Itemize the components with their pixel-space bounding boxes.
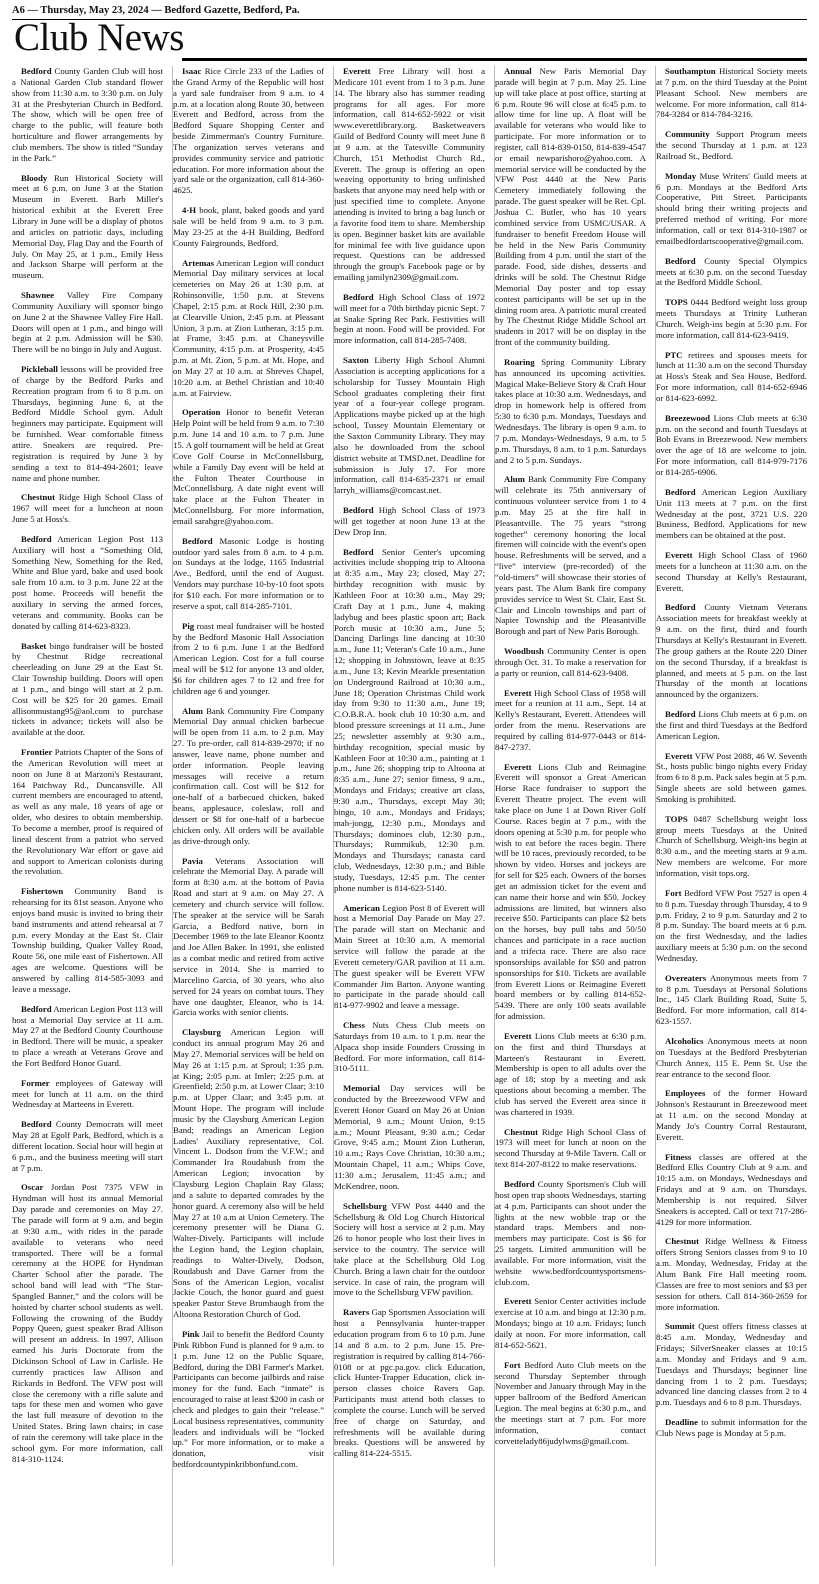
club-news-item — [656, 1321, 807, 1408]
news-column-2 — [172, 66, 324, 1566]
item-lead-word: Alum — [182, 705, 203, 716]
item-lead-word: Everett — [665, 550, 693, 561]
club-news-item — [495, 1127, 646, 1170]
club-news-item — [12, 1119, 163, 1173]
headline-rule — [182, 58, 807, 61]
club-news-item — [12, 66, 163, 164]
club-news-item — [173, 1027, 324, 1320]
item-body-text: to submit information for the Club News page is Monday at 5 p.m. — [656, 1417, 807, 1438]
item-lead-word: TOPS — [665, 297, 688, 308]
item-lead-word: Community — [665, 129, 710, 140]
club-news-item — [656, 297, 807, 340]
item-body-text: Lions Club meets at 6 p.m. on the first and third Tuesdays at the Bedford American Legion. — [656, 709, 807, 741]
item-lead-word: Monday — [665, 170, 697, 181]
item-lead-word: Employees — [665, 1088, 706, 1099]
item-lead-word: Everett — [665, 750, 693, 761]
item-body-text: Run Historical Society will meet at 6 p.m. on June 3 at the Station Museum in Everett. Barb Miller's historical exhibit at the Everett Free Library in June will be a display of photos and articles on patriotic days, including Memorial Day, Flag Day and the Fourth of July. On May 25, at 1 p.m., Emily Hess and Jackson Sharpe will perform at the museum. — [12, 172, 163, 281]
club-news-item — [334, 355, 485, 496]
club-news-item — [173, 407, 324, 526]
item-body-text: Historical Society meets at 7 p.m. on the third Tuesday at the Point Pleasant School. New members are welcome. For more information, call 814-784-3284 or 814-784-3216. — [656, 66, 807, 120]
club-news-item — [495, 66, 646, 348]
item-body-text: lessons will be provided free of charge by the Bedford Parks and Recreation program from 6 to 8 p.m. on Thursdays, beginning June 6, at the Bedford Middle School gym. Adult beginners may participate. Equipment will be furnished. Wear comfortable fitness attire. Sneakers are required. Pre-registration is required by June 3 by sending a text to 814-494-2601; leave name and phone number. — [12, 364, 163, 483]
club-news-item — [173, 856, 324, 1019]
item-lead-word: Overeaters — [665, 972, 707, 983]
club-news-item — [656, 888, 807, 964]
item-body-text: Patriots Chapter of the Sons of the American Revolution will meet at noon on June 8 at Marzoni's Restaurant, 164 Patchway Rd., Duncansville. All current members are encouraged to attend, as well as any male, 18 years of age or older, who desires to obtain membership. To become a member, proof is required of lineal descent from a patriot who served the Revolutionary War effort or gave aid and support to American colonists during the revolution. — [12, 747, 163, 877]
item-lead-word: Bedford — [665, 255, 696, 266]
club-news-item — [173, 205, 324, 248]
item-lead-word: Bedford — [504, 1179, 535, 1189]
item-body-text: Legion Post 8 of Everett will host a Memorial Day Parade on May 27. The parade will start on Mechanic and Main Street at 10:30 a.m. A memorial service will follow the parade at the Everett cemetery/GAR pavilion at 11 a.m. The guest speaker will be Everett VFW Commander Jim Barton. Anyone wanting to participate in the parade should call 814-977-9902 and leave a message. — [334, 902, 485, 1011]
item-body-text: of the former Howard Johnson's Restaurant in Breezewood meet at 11 a.m. on the second Monday at Mandy Jo's Country Corral Restaurant, Everett. — [656, 1088, 807, 1142]
item-body-text: VFW Post 4440 and the Schellsburg & Old Log Church Historical Society will host a service at 2 p.m. May 26 to honor people who lost their lives in service to the country. The service will take place at the Schellsburg Old Log Church. Bring a lawn chair for the outdoor service. In case of rain, the program will move to the Schellsburg VFW pavilion. — [334, 1200, 485, 1298]
item-body-text: 0487 Schellsburg weight loss group meets Tuesdays at the United Church of Schellsburg. Weigh-ins begin at 8:30 a.m., and the meeting starts at 9 a.m. New members are welcome. For more information, visit tops.org. — [656, 813, 807, 878]
item-lead-word: Oscar — [21, 1182, 44, 1193]
item-body-text: New Paris Memorial Day parade will begin at 7 p.m. May 25. Line up will take place at post office, starting at 6 p.m. Route 96 will close at 6:45 p.m. to allow time for line up. A float will be available for veterans who would like to participate. For more information or to register, call 814-839-0150, 814-839-4547 or email newparishoro@yahoo.com. A memorial service will be conducted by the VFW Post 4440 at the New Paris Cemetery immediately following the parade. The guest speaker will be Ret. Cpl. Joshua C. Butler, who has 10 years combined service from USMC/USAR. A fundraiser to benefit Freedom House will be held in the New Paris Community Building from 4 p.m. until the start of the parade. Food, side dishes, desserts and drinks will be sold. The Chestnut Ridge Memorial Day poster and top essay contest participants will be set up in the dining room area. A patriotic mural created by The Chestnut Ridge Middle School art students in 2017 will be on display in the front of the community building. — [495, 66, 646, 348]
club-news-item — [656, 1417, 807, 1439]
club-news-item — [495, 1031, 646, 1118]
item-body-text: Bank Community Fire Company Memorial Day annual chicken barbecue will be open from 11 a.m. to 2 p.m. May 27. To pre-order, call 814-839-2970; if no answer, leave name, phone number and order information. People leaving messages will receive a return confirmation call. Cost will be $12 for one-half of a barbecued chicken, baked beans, applesauce, coleslaw, roll and dessert or $8 for one-half of a barbecue chicken only. All orders will be available as drive-through only. — [173, 705, 324, 846]
club-news-item — [334, 292, 485, 346]
club-news-item — [495, 357, 646, 465]
item-lead-word: Bedford — [665, 486, 696, 497]
item-body-text: Support Program meets the second Thursday at 1 p.m. at 123 Railroad St., Bedford. — [656, 129, 807, 161]
item-lead-word: Fitness — [665, 1151, 692, 1162]
item-lead-word: Chestnut — [665, 1236, 700, 1247]
club-news-item — [495, 1179, 646, 1287]
item-lead-word: Fort — [504, 1359, 521, 1370]
item-lead-word: Former — [21, 1077, 50, 1088]
club-news-item — [334, 1201, 485, 1299]
item-lead-word: Bedford — [182, 535, 213, 546]
news-column-4 — [494, 66, 646, 1566]
item-lead-word: Everett — [504, 761, 532, 772]
news-column-1 — [12, 66, 163, 1566]
item-body-text: Honor to benefit Veteran Help Point will be held from 9 a.m. to 7:30 p.m. June 14 and 10 a.m. to 7 p.m. June 15. A golf tournament will be held at Great Cove Golf Course in McConnellsburg, while a Family Day event will be held at the Fulton Theater Courthouse in McConnellsburg. A date night event will take place at the Fulton Theater in McConnellsburg. For more information, email sarahgre@yahoo.com. — [173, 407, 324, 526]
club-news-item — [12, 886, 163, 994]
item-lead-word: Chestnut — [21, 492, 56, 503]
item-body-text: Bank Community Fire Company will celebrate its 75th anniversary of continuous volunteer service from 1 to 4 p.m. May 25 at the fire hall in Pleasantville. The 75 years “strong together” ceremony honoring the local firemen will coincide with the event's open house. Refreshments will be served, and a “live” interview (pre-recorded) of the “old-timers” will showcase their stories of years past. The Alum Bank fire company provides service to West St. Clair, East St. Clair and Lincoln townships and part of Napier Township and the Pleasantville Borough and part of New Paris Borough. — [495, 474, 646, 637]
club-news-item — [495, 688, 646, 753]
club-news-item — [495, 1296, 646, 1350]
item-body-text: Quest offers fitness classes at 8:45 a.m. Monday, Wednesday and Fridays; SilverSneaker classes at 10:15 a.m. Monday and Fridays and 9 a.m. Tuesdays and Thursdays; beginner line dancing from 1 to 2 p.m. Tuesdays; advanced line dancing classes from 2 to 4 p.m. Tuesdays and 6 to 8 p.m. Thursdays. — [656, 1321, 807, 1408]
item-lead-word: Everett — [504, 1030, 532, 1041]
item-lead-word: Deadline — [665, 1417, 699, 1428]
club-news-item — [656, 602, 807, 700]
item-body-text: Veterans Association will celebrate the Memorial Day. A parade will form at 8:30 a.m. at the bottom of Pavia Road and start at 9 a.m. on May 27. A cemetery and church service will follow. The speaker at the service will be Sarah Garcia, a Bedford native, born in December 1969 to the late Eleanor Koontz and Joe Allen Baker. In 1991, she enlisted as a combat medic and retired from active service in 2014. She is married to Marcelino Garcia, of 30 years, who also served for 24 years on combat tours. They have one daughter, Eleanor, who is 14. Garcia works with senior clients. — [173, 855, 324, 1018]
item-body-text: Lions Club and Reimagine Everett will sponsor a Great American Horse Race fundraiser to support the Everett Theatre project. The event will take place on June 1 at Down River Golf Course. Races begin at 7 p.m., with the doors opening at 5:30 p.m. for people who wish to eat before the races begin. There will be 10 races, previously recorded, to be shown by video. Horses and jockeys are for sell for $25 each. Owners of the horses get an admission ticket for the event and can name their horse and win $50. Jockey admissions are limited, but winners also receive $50. Participants can place $2 bets on the horses, buy pull tabs and 50/50 chances and participate in a race auction and a trifecta race. There are also race sponsorships available for $50 and patron sponsorships for $10. Tickets are available from Everett Lions or Reimagine Everett board members or by calling 814-652-5439. There are only 100 seats available for admission. — [495, 761, 646, 1022]
item-body-text: Liberty High School Alumni Association is accepting applications for a scholarship for Tussey Mountain High School graduates completing their first year of a four-year college program. Applications maybe picked up at the high school, Tussey Mountain Elementary or the Saxton Community Library. They may also be downloaded from the school district website at TMSD.net. Deadline for submission is July 17. For more information, call 814-635-2371 or email larryh_williams@comcast.net. — [334, 355, 485, 496]
item-lead-word: Bedford — [343, 291, 374, 302]
club-news-item — [656, 1036, 807, 1079]
item-body-text: High School Class of 1973 will get together at noon June 13 at the Dew Drop Inn. — [334, 505, 485, 537]
newspaper-page — [12, 0, 807, 1570]
item-body-text: Jail to benefit the Bedford County Pink Ribbon Fund is planned for 9 a.m. to 1 p.m. June 12 on the Public Square, Bedford, during the DBI Farmer's Market. Participants can become jailbirds and raise money for the fund. Each “inmate” is encouraged to raise at least $200 in cash or check and pledges to gain their “release.” Local business representatives, community leaders and individuals will be “locked up.” For more information, or to make a donation, visit bedfordcountypinkribbonfund.com. — [173, 1328, 324, 1470]
item-lead-word: Annual — [504, 66, 532, 76]
item-body-text: County Sportsmen's Club will host open trap shoots Wednesdays, starting at 4 p.m. Participants can shoot under the lights at the new wobble trap or the standard traps. Members and non-members may participate. Cost is $6 for 25 targets. Limited ammunition will be available. For more information, visit the website www.bedfordcountysportsmens-club.com. — [495, 1179, 646, 1287]
item-body-text: American Legion Auxiliary Unit 113 meets at 7 p.m. on the first Wednesday at the post, 3721 U.S. 220 Business, Bedford. Applications for new members can be obtained at the post. — [656, 486, 807, 541]
item-body-text: County Vietnam Veterans Association meets for breakfast weekly at 9 a.m. on the first, third and fourth Thursdays at Kelly's Restaurant in Everett. The group gathers at the Route 220 Diner on the second Thursday, if a breakfast is planned, and meets at 5 p.m. on the last Thursday of the month at locations announced by the organizers. — [656, 602, 807, 700]
club-news-item — [656, 487, 807, 541]
item-lead-word: Operation — [182, 407, 221, 418]
item-body-text: Community Band is rehearsing for its 81st season. Anyone who enjoys band music is invited to bring their band instruments and attend rehearsal at 7 p.m. every Monday at the East St. Clair Township building, Quaker Valley Road, Route 56, one mile east of Fishertown. All ages are welcome. Questions will be answered by calling 814-585-3093 and leave a message. — [12, 886, 163, 994]
news-column-3 — [333, 66, 485, 1566]
item-body-text: American Legion will conduct its annual program May 26 and May 27. Memorial services will be held on May 26 at 1:15 p.m. at Sproul; 1:35 p.m. at King; 2:05 p.m. at Imler; 2:25 p.m. at Greenfield; 2:50 p.m. at Lower Claar; 3:10 p.m. at Upper Claar; and 3:45 p.m. at Mount Hope. The program will include music by the Claysburg American Legion Band; readings an American Legion Ladies' Auxiliary representative, Col. Vincent L. Dodson from the V.F.W.; and Commander Ira Roudabush from the American Legion; invocation by Claysburg Legion Chaplain Ray Glass; and a salute to departed comrades by the honor guard. A ceremony also will be held May 27 at 10 a.m at Union Cemetery. The ceremony presenter will be Diana G. Walter-Dively. Participants will include the Legion band, the Legion chaplain, readings to Walter-Dively, Dodson, Roudabush and Dave Garner from the Sons of the American Legion, vocalist Jackie Couch, the honor guard and guest speaker Pastor Steve Brumbaugh from the Altoona Restoration Church of God. — [173, 1027, 324, 1320]
item-lead-word: Shawnee — [21, 290, 55, 301]
item-lead-word: Pickleball — [21, 364, 58, 375]
item-lead-word: Everett — [343, 66, 371, 76]
item-body-text: American Legion Post 113 will host a Memorial Day service at 11 a.m. May 27 at the Bedford County Courthouse in Bedford. There will be music, a speaker to place a wreath at Veterans Grove and the Fort Bedford Honor Guard. — [12, 1003, 163, 1068]
item-body-text: Bedford VFW Post 7527 is open 4 to 8 p.m. Tuesday through Thursday, 4 to 9 p.m. Friday, 2 to 9 p.m. Saturday and 2 to 8 p.m. Sunday. The board meets at 6 p.m. on the first Wednesday, and the ladies auxiliary meets at 5:30 p.m. on the second Wednesday. — [656, 887, 807, 963]
item-lead-word: Ravers — [343, 1307, 370, 1318]
item-body-text: Bedford Auto Club meets on the second Thursday September through November and January through May in the upper ballroom of the Bedford American Legion. The meal begins at 6:30 p.m., and the meetings start at 7 p.m. For more information, contact corvettelady86judylwms@gmail.com. — [495, 1359, 646, 1446]
item-body-text: Lions Club meets at 6:30 p.m. on the first and third Thursdays at Marteen's Restaurant in Everett. Membership is open to all adults over the age of 18; stop by a meeting and ask questions about becoming a member. The club has served the Everett area since it was chartered in 1939. — [495, 1030, 646, 1117]
item-body-text: Spring Community Library has announced its upcoming activities. Magical Make-Believe Story & Craft Hour takes place at 10:30 a.m. Wednesdays, and drop in homework help is offered from 5:30 to 6:30 p.m. Mondays, Tuesdays and Wednesdays. The library is open 9 a.m. to 7 p.m. Mondays-Wednesdays, 9 a.m. to 5 p.m. Thursdays, 8 a.m. to 1 p.m. Saturdays and 2 to 5 p.m. Sundays. — [495, 356, 646, 465]
item-body-text: VFW Post 2088, 46 W. Seventh St., hosts public bingo nights every Friday from 6 to 8 p.m. Pack sales begin at 5 p.m. Single sheets are sold between games. Smoking is prohibited. — [656, 750, 807, 804]
item-lead-word: Frontier — [21, 747, 53, 758]
club-news-item — [495, 474, 646, 637]
club-news-item — [12, 534, 163, 632]
item-lead-word: Artemas — [182, 257, 215, 268]
item-lead-word: Pig — [182, 620, 195, 631]
item-body-text: High School Class of 1960 meets for a luncheon at 11:30 a.m. on the second Thursday at Kelly's Restaurant, Everett. — [656, 550, 807, 593]
club-news-item — [334, 547, 485, 894]
item-body-text: American Legion will conduct Memorial Day military services at local cemeteries on May 26 at 1:30 p.m. at Robinsonville, 1:50 p.m. at Stevens Chapel, 2:15 p.m. at Rock Hill, 2:30 p.m. at Clearville Union, 2:45 p.m. at Pleasant Union, 3 p.m. at Zion Lutheran, 3:15 p.m. at Frame, 3:45 p.m. at Chaneysville Community, 4:15 p.m. at Prosperity, 4:45 p.m. at Mt. Zion, 5 p.m. at Mt. Hope, and on May 27 at 10 a.m. at Shreves Chapel, 10:20 a.m. at Bethel Christian and 10:40 a.m. at Fairview. — [173, 257, 324, 398]
item-lead-word: Summit — [665, 1321, 695, 1332]
item-body-text: roast meal fundraiser will be hosted by the Bedford Masonic Hall Association from 2 to 6 p.m. June 1 at the Bedford American Legion. Cost for a full course meal will be $12 for anyone 13 and older, $6 for children ages 7 to 12 and free for children age 6 and younger. — [173, 620, 324, 696]
item-lead-word: Bedford — [21, 533, 52, 544]
club-news-item — [495, 762, 646, 1022]
item-body-text: retirees and spouses meets for lunch at 11:30 a.m on the second Thursday at Hoss's Steak and Sea House, Bedford. For more information, call 814-652-6946 or 814-623-6992. — [656, 349, 807, 403]
item-lead-word: Everett — [504, 687, 532, 698]
item-lead-word: PTC — [665, 349, 683, 360]
item-lead-word: Chestnut — [504, 1126, 539, 1137]
club-news-item — [656, 171, 807, 247]
club-news-item — [12, 1078, 163, 1111]
club-news-item — [173, 1329, 324, 1470]
item-body-text: American Legion Post 113 Auxiliary will host a “Something Old, Something New, Something for the Red, White and Blue yard, bake and used book sale from 10 a.m. to 3 p.m. June 22 at the post home. Proceeds will benefit the auxiliary in serving the armed forces, veterans and community. Books can be donated by calling 814-623-8323. — [12, 533, 163, 631]
club-news-columns — [12, 66, 807, 1566]
item-body-text: Senior Center activities include exercise at 10 a.m. and bingo at 12:30 p.m. Mondays; bingo at 10 a.m. Fridays; lunch daily at noon. For more information, call 814-652-5621. — [495, 1296, 646, 1350]
club-news-item — [173, 621, 324, 697]
club-news-item — [173, 66, 324, 196]
item-lead-word: Basket — [21, 640, 47, 651]
item-body-text: High School Class of 1972 will meet for a 70th birthday picnic Sept. 7 at Snake Spring Rec Park. Festivities will begin at noon. Food will be provided. For more information, call 814-285-7408. — [334, 291, 485, 346]
item-body-text: Rice Circle 233 of the Ladies of the Grand Army of the Republic will host a yard sale fundraiser from 9 a.m. to 4 p.m. at a location along Route 30, between Everett and Bedford, across from the Bedford Square Shopping Center and beside Zimmerman's Country Furniture. The organization serves veterans and provides community service and patriotic education. For more information about the yard sale or the organization, call 814-360-4625. — [173, 66, 324, 196]
club-news-item — [656, 1236, 807, 1312]
item-body-text: Anonymous meets from 7 to 8 p.m. Tuesdays at Personal Solutions Inc., 145 Clark Building Road, Suite 5, Bedford. For more information, call 814-623-1557. — [656, 972, 807, 1027]
item-body-text: Masonic Lodge is hosting outdoor yard sales from 8 a.m. to 4 p.m. on Sundays at the lodge, 1165 Industrial Ave., Bedford, until the end of August. Vendors may purchase 10-by-10 foot spots for $10 each. For more information or to reserve a spot, call 814-285-7101. — [173, 535, 324, 611]
section-title: Club News — [14, 16, 184, 59]
item-lead-word: Schellsburg — [343, 1200, 387, 1211]
item-lead-word: TOPS — [665, 813, 688, 824]
item-body-text: Gap Sportsmen Association will host a Pennsylvania hunter-trapper education program from 6 to 10 p.m. June 14 and 8 a.m. to 2 p.m. June 15. Pre-registration is required by calling 814-766-0108 or at pgc.pa.gov. click Education, click Hunter-Trapper Education, click in-person classes choice Ravers Gap. Participants must attend both classes to complete the course. Lunch will be served free of charge on Saturday, and refreshments will be available during breaks. Questions will be answered by calling 814-224-5515. — [334, 1307, 485, 1459]
item-lead-word: Memorial — [343, 1083, 380, 1094]
club-news-item — [656, 1088, 807, 1142]
item-body-text: Ridge High School Class of 1967 will meet for a luncheon at noon June 5 at Hoss's. — [12, 492, 163, 525]
item-body-text: Nuts Chess Club meets on Saturdays from 10 a.m. to 1 p.m. near the Alpaca shop inside Founders Crossing in Bedford. For more information, call 814-310-5111. — [334, 1020, 485, 1074]
item-body-text: Jordan Post 7375 VFW in Hyndman will host its annual Memorial Day parade and ceremonies on May 27. The parade will form at 9 a.m. and begin at 9:30 a.m., with rides in the parade available to veterans who need transported. There will be a formal ceremony at the HOPE for Hyndman Charter School after the parade. The school band will lead with “The Star-Spangled Banner,” and the colors will be hoisted by charter school students as well. Following the crowning of the Buddy Poppy Queen, guest speaker Brad Allison will present an address. In 1997, Allison earned his Juris Doctorate from the Dickinson School of Law in Carlisle. He currently practices law Allison and Rickards in Bedford. The VFW post will close the ceremony with a rifle salute and taps for these men and women who gave the last full measure of devotion to the United States. Bring lawn chairs; in case of rain the ceremony will take place in the school gym. For more information, call 814-310-1124. — [12, 1182, 163, 1464]
item-lead-word: Bedford — [665, 602, 696, 613]
item-lead-word: American — [343, 902, 380, 913]
item-body-text: Ridge High School Class of 1973 will meet for lunch at noon on the second Thursday at 9-Mile Tavern. Call or text 814-207-8122 to make reservations. — [495, 1126, 646, 1170]
item-lead-word: Pavia — [182, 855, 203, 866]
news-column-5 — [655, 66, 807, 1566]
item-lead-word: Roaring — [504, 356, 535, 367]
item-lead-word: Chess — [343, 1020, 365, 1031]
item-lead-word: Bedford — [21, 1119, 52, 1130]
club-news-item — [495, 646, 646, 679]
club-news-item — [12, 747, 163, 877]
item-body-text: High School Class of 1958 will meet for a reunion at 11 a.m., Sept. 14 at Kelly's Restaurant, Everett. Attendees will order from the menu. Reservations are required by calling 814-977-0443 or 814-847-2737. — [495, 687, 646, 752]
club-news-item — [12, 1004, 163, 1069]
item-lead-word: Alcoholics — [665, 1035, 704, 1046]
item-body-text: Community Center is open through Oct. 31. To make a reservation for a party or reunion, call 814-623-9408. — [495, 646, 646, 678]
item-lead-word: Woodbush — [504, 646, 544, 657]
item-body-text: book, plant, baked goods and yard sale will be held from 9 a.m. to 3 p.m. May 23-25 at the 4-H Building, Bedford County Fairgrounds, Bedford. — [173, 205, 324, 248]
item-body-text: Muse Writers' Guild meets at 6 p.m. Mondays at the Bedford Arts Cooperative, Pitt Street. Participants should bring their writing projects and preferred method of writing. For more information, call or text 814-310-1987 or emailbedfordartscooperative@gmail.com. — [656, 170, 807, 246]
club-news-item — [656, 1152, 807, 1228]
club-news-item — [334, 505, 485, 538]
item-body-text: Free Library will host a Medicare 101 event from 1 to 3 p.m. June 14. The library also has summer reading programs for all ages. For more information, call 814-652-5922 or visit www.everettlibrary.org. Basketweavers Guild of Bedford County will meet June 8 at 9 a.m. at the Tatesville Community Church, 151 Methodist Church Rd., Everett. The group is offering an open weaving opportunity to bring unfinished baskets that anyone may need help with or just specified time to complete. Anyone attending is invited to bring a bag lunch or a favorite food item to share. Membership is open. Beginner basket kits are available for minimal fee with live guidance upon request. Questions can be addressed through the group's Facebook page or by emailing jamilyn2309@gmail.com. — [334, 66, 485, 283]
item-body-text: County Democrats will meet May 28 at Egolf Park, Bedford, which is a different location. Social hour will begin at 6 p.m., and the business meeting will start at 7 p.m. — [12, 1119, 163, 1173]
club-news-item — [334, 1307, 485, 1459]
item-lead-word: Bedford — [21, 1003, 52, 1014]
item-lead-word: Bedford — [21, 66, 52, 76]
club-news-item — [656, 256, 807, 289]
item-lead-word: Fort — [665, 887, 682, 898]
item-body-text: Anonymous meets at noon on Tuesdays at the Bedford Presbyterian Church Annex, 115 E. Penn St. Use the rear entrance to the second floor. — [656, 1035, 807, 1079]
item-body-text: employees of Gateway will meet for lunch at 11 a.m. on the third Wednesday at Marteens in Everett. — [12, 1077, 163, 1110]
club-news-item — [656, 973, 807, 1027]
club-news-item — [656, 709, 807, 742]
item-body-text: Valley Fire Company Community Auxiliary will sponsor bingo on June 2 at the Shawnee Valley Fire Hall. Doors will open at 1 p.m., and bingo will begin at 2 p.m. Admission will be $30. There will be no bingo in July and August. — [12, 290, 163, 355]
club-news-item — [173, 258, 324, 399]
item-body-text: 0444 Bedford weight loss group meets Thursdays at Trinity Lutheran Church. Weigh-ins begin at 5:30 p.m. For more information, call 814-623-9419. — [656, 297, 807, 340]
item-lead-word: Alum — [504, 474, 525, 485]
item-body-text: bingo fundraiser will be hosted by Chestnut Ridge recreational cheerleading on June 29 at the East St. Clair Township building. Doors will open at 1 p.m., and bingo will start at 2 p.m. Cost will be $25 for 20 games. Email allisonmustang95@aol.com to purchase tickets in advance; tickets will also be available at the door. — [12, 640, 163, 738]
club-news-item — [495, 1360, 646, 1447]
item-body-text: County Garden Club will host a National Garden Club standard flower show from 11:30 a.m. to 3:30 p.m. on July 31 at the Presbyterian Church in Bedford. The show, which will be open free of charge to the public, will feature both horticulture and flower arrangements by club members. The show is titled “Sunday in the Park.” — [12, 66, 163, 163]
club-news-item — [656, 66, 807, 120]
item-lead-word: Southampton — [665, 66, 716, 76]
item-lead-word: Breezewood — [665, 412, 711, 423]
item-lead-word: Bloody — [21, 172, 48, 183]
item-lead-word: Everett — [504, 1296, 532, 1307]
club-news-item — [334, 903, 485, 1011]
item-lead-word: Claysburg — [182, 1027, 221, 1038]
item-lead-word: Bedford — [343, 546, 374, 557]
club-news-item — [656, 129, 807, 162]
page-folio: A6 — Thursday, May 23, 2024 — Bedford Gazette, Bedford, Pa. — [12, 5, 300, 16]
item-body-text: Lions Club meets at 6:30 p.m. on the second and fourth Tuesdays at Bob Evans in Breezewood. New members over the age of 18 are welcome to join. For more information, call 814-979-7176 or 814-285-6906. — [656, 412, 807, 477]
club-news-item — [173, 536, 324, 612]
item-lead-word: Isaac — [182, 66, 202, 76]
club-news-item — [173, 706, 324, 847]
item-lead-word: Fishertown — [21, 886, 64, 897]
club-news-item — [656, 814, 807, 879]
club-news-item — [656, 350, 807, 404]
item-body-text: Ridge Wellness & Fitness offers Strong Seniors classes from 9 to 10 a.m. Monday, Wednesday, Friday at the Alum Bank Fire Hall meeting room. Classes are free to most seniors and $3 per session for others. Call 814-360-2659 for more information. — [656, 1236, 807, 1312]
club-news-item — [656, 550, 807, 593]
club-news-item — [334, 1020, 485, 1074]
item-body-text: Senior Center's upcoming activities include shopping trip to Altoona at 8:35 a.m., May 23; closed, May 27; birthday recognition with music by Kathleen Foor at 10:30 a.m., May 29; Craft Day at 1 p.m., June 4, making ladybug and bees plastic spoon art; Back Porch music at 10:30 a.m., June 5; Dancing Darlings line dancing at 10:30 a.m., June 11; Veteran's Cafe 10 a.m., June 12; shopping in Johnstown, leave at 8:35 a.m., June 13; Kevin Mearkle presentation on Underground Railroad at 10:30 a.m., June 18; Operation Christmas Child work day from 9:30 to 11:30 a.m., June 19; C.O.B.R.A. book club 10 10:30 a.m. and blood pressure screenings at 11 a.m., June 25; newsletter assembly at 9:30 a.m., birthday recognition, special music by Kathleen Foor at 10:30 a.m., painting at 1 p.m., June 26; shopping trip to Altoona at 8:35 a.m., June 27; senior fitness, 9 a.m., Mondays and Fridays; creative art class, 9:30 a.m., Thursdays, except May 30; bingo, 10 a.m., Mondays and Fridays; mah-jongg, 12:30 p.m., Mondays and Thursdays; dominoes club, 12:30 p.m., Thursdays; Rummikub, 12:30 p.m. Mondays and Thursdays; canasta card club, Wednesdays, 12:30 p.m.; and Bible study, Tuesdays, 12:45 p.m. The center phone number is 814-623-5140. — [334, 546, 485, 893]
club-news-item — [12, 364, 163, 483]
club-news-item — [334, 66, 485, 283]
item-lead-word: Saxton — [343, 355, 369, 366]
item-lead-word: Pink — [182, 1328, 200, 1339]
club-news-item — [12, 290, 163, 355]
club-news-item — [656, 413, 807, 478]
item-lead-word: Bedford — [665, 709, 696, 720]
club-news-item — [12, 492, 163, 525]
item-body-text: classes are offered at the Bedford Elks Country Club at 9 a.m. and 10:15 a.m. on Mondays, Wednesdays and Fridays and at 9 a.m. on Thursdays. Membership is not required. Silver Sneakers is accepted. Call or text 717-286-4129 for more information. — [656, 1151, 807, 1227]
club-news-item — [12, 173, 163, 281]
club-news-item — [656, 751, 807, 805]
club-news-item — [12, 641, 163, 739]
club-news-item — [12, 1182, 163, 1464]
item-lead-word: 4-H — [182, 205, 197, 216]
item-body-text: County Special Olympics meets at 6:30 p.m. on the second Tuesday at the Bedford Middle School. — [656, 255, 807, 288]
item-body-text: Day services will be conducted by the Breezewood VFW and Everett Honor Guard on May 26 at Union Memorial, 9 a.m.; Mount Union, 9:15 a.m.; Mount Pleasant, 9:30 a.m.; Cedar Grove, 9:45 a.m.; Mount Zion Lutheran, 10 a.m.; Rays Cove Christian, 10:30 a.m.; Mountain Chapel, 11 a.m.; Whips Cove, 11:30 a.m.; Jerusalem, 11:45 a.m.; and McKendree, noon. — [334, 1083, 485, 1191]
club-news-item — [334, 1083, 485, 1191]
item-lead-word: Bedford — [343, 505, 374, 516]
